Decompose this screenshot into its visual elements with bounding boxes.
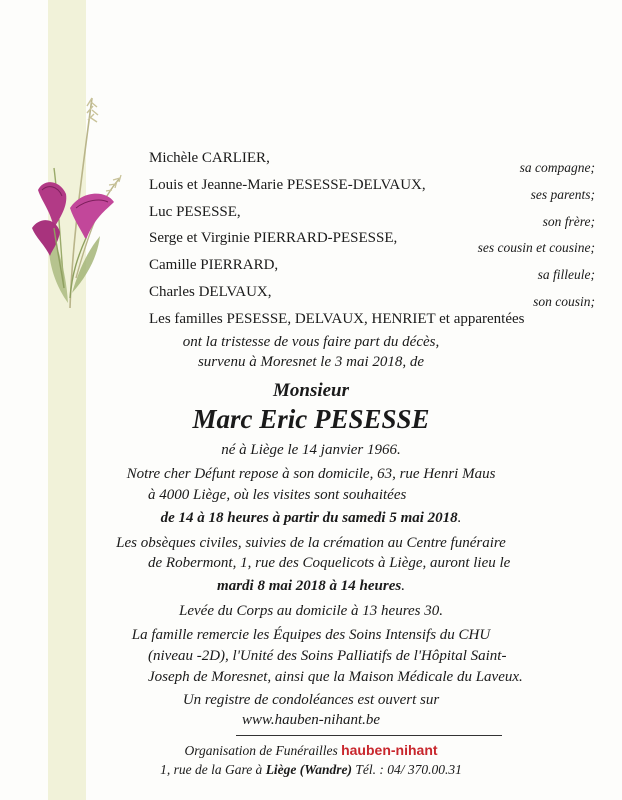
rest-line: Notre cher Défunt repose à son domicile, 63, rue Henri Maus: [126, 466, 496, 482]
footer-divider: [236, 735, 502, 736]
footer-address: [0, 762, 622, 778]
honorific: Monsieur: [272, 380, 350, 401]
relative-role: ses parents;: [530, 187, 595, 202]
relative-row: [149, 177, 595, 207]
footer-address-city: Liège (Wandre): [265, 762, 353, 777]
calla-lily-flower-icon: [20, 78, 135, 318]
funeral-date: [0, 578, 622, 595]
relative-name: Luc PESESSE,: [149, 204, 241, 220]
announcement-line: ont la tristesse de vous faire part du décès,: [182, 334, 440, 350]
footer-phone: Tél. : 04/ 370.00.31: [352, 762, 462, 777]
visit-hours: [0, 510, 622, 527]
levee-line: Levée du Corps au domicile à 13 heures 30.: [179, 603, 443, 619]
registry-line: Un registre de condoléances est ouvert sur: [182, 692, 440, 708]
relative-name: Camille PIERRARD,: [149, 257, 279, 273]
relative-name: Charles DELVAUX,: [149, 284, 272, 300]
birth-line: né à Liège le 14 janvier 1966.: [221, 442, 401, 458]
announcement-line: survenu à Moresnet le 3 mai 2018, de: [197, 354, 425, 370]
relative-name: Michèle CARLIER,: [149, 150, 270, 166]
deceased-name: Marc Eric PESESSE: [192, 404, 430, 434]
funeral-date-end: .: [401, 578, 405, 594]
brand-name: hauben-nihant: [341, 742, 438, 758]
thanks-line: La famille remercie les Équipes des Soins Intensifs du CHU: [131, 627, 491, 643]
relative-name: Louis et Jeanne-Marie PESESSE-DELVAUX,: [149, 177, 426, 193]
relative-role: sa compagne;: [519, 160, 595, 175]
thanks-line: Joseph de Moresnet, ainsi que la Maison Médicale du Laveux.: [148, 669, 523, 685]
rest-line: à 4000 Liège, où les visites sont souhaitées: [148, 487, 407, 503]
visit-hours-text: de 14 à 18 heures à partir du samedi 5 mai 2018: [160, 510, 458, 526]
relative-role: son cousin;: [533, 294, 595, 309]
funeral-line: de Robermont, 1, rue des Coquelicots à Liège, auront lieu le: [148, 555, 511, 571]
relative-role: son frère;: [542, 214, 595, 229]
relative-row: [149, 150, 595, 180]
families-line: Les familles PESESSE, DELVAUX, HENRIET et apparentées: [149, 311, 525, 327]
funeral-date-text: mardi 8 mai 2018 à 14 heures: [217, 578, 402, 594]
footer-organisation: [0, 742, 622, 759]
footer-address-prefix: 1, rue de la Gare à: [160, 762, 266, 777]
relative-row: [149, 230, 595, 260]
funeral-line: Les obsèques civiles, suivies de la crémation au Centre funéraire: [116, 535, 506, 551]
relative-row: [149, 284, 595, 314]
relative-row: [149, 257, 595, 287]
relative-name: Serge et Virginie PIERRARD-PESESSE,: [149, 230, 398, 246]
footer-org-prefix: Organisation de Funérailles: [184, 743, 342, 758]
registry-url[interactable]: www.hauben-nihant.be: [241, 712, 381, 728]
relative-role: sa filleule;: [537, 267, 595, 282]
visit-hours-end: .: [457, 510, 462, 526]
thanks-line: (niveau -2D), l'Unité des Soins Palliatifs de l'Hôpital Saint-: [148, 648, 507, 664]
relative-role: ses cousin et cousine;: [477, 240, 595, 255]
